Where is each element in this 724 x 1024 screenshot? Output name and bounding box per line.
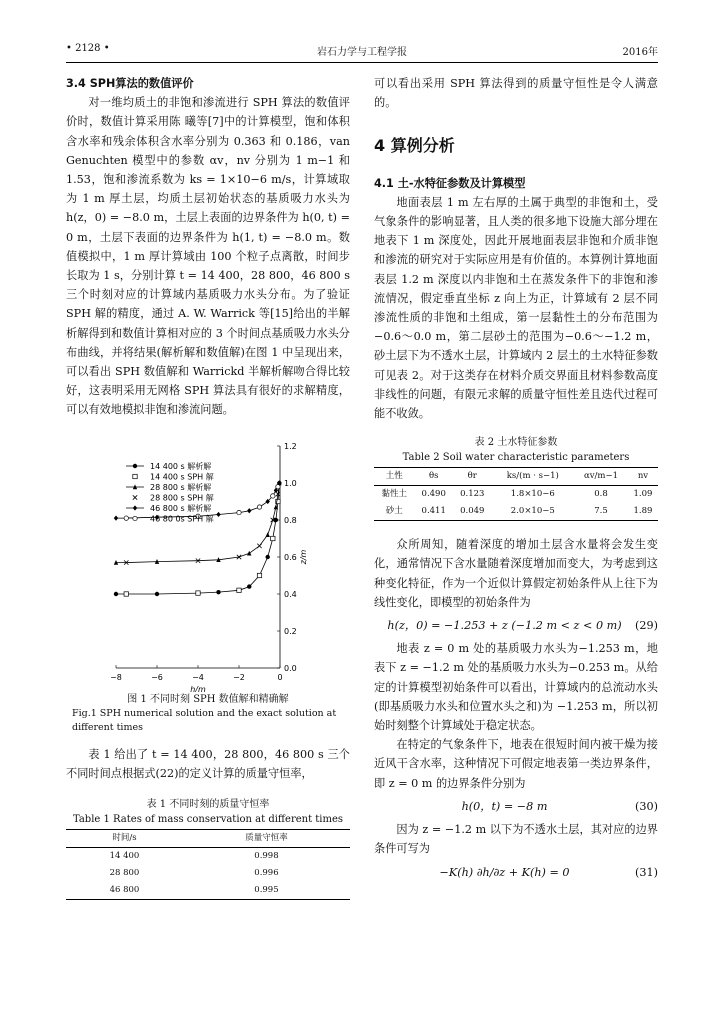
right-column	[374, 74, 658, 886]
table	[374, 467, 658, 521]
legend-label: 46 800 s 解析解	[150, 503, 212, 513]
legend-label: 14 400 s 解析解	[150, 461, 212, 471]
section-title-4: 4 算例分析	[374, 136, 455, 156]
y-tick-label: 1.2	[284, 441, 297, 451]
equation-29	[374, 616, 658, 635]
equation-body: −K(h) ∂h/∂z + K(h) = 0	[439, 865, 570, 879]
equation-number: (30)	[635, 799, 658, 813]
table-header: 土性	[385, 471, 403, 482]
data-point	[247, 508, 251, 513]
table-cell: 砂土	[385, 506, 403, 517]
data-point	[266, 554, 270, 558]
data-point	[114, 515, 118, 520]
data-point	[237, 588, 241, 592]
table-cell: 0.049	[460, 506, 485, 517]
table-header: θs	[428, 471, 439, 482]
left-column	[66, 74, 350, 900]
page-number: • 2128 •	[66, 43, 110, 54]
table-cell: 0.995	[254, 885, 279, 896]
data-point	[271, 493, 275, 497]
table-row	[66, 882, 350, 900]
x-tick-label: 0	[277, 672, 283, 682]
data-point	[124, 516, 128, 520]
table-header: ks/(m · s−1)	[506, 471, 559, 482]
y-tick-label: 0.6	[284, 552, 297, 562]
equation-30	[374, 797, 658, 816]
table-title-en: Table 1 Rates of mass conservation at different times	[72, 814, 344, 826]
table	[66, 829, 350, 900]
data-point	[155, 591, 159, 595]
table-2	[374, 435, 658, 521]
table-header: 时间/s	[112, 833, 137, 844]
legend-label: 46 80 0s SPH 解	[150, 514, 214, 524]
legend-label: 28 800 s 解析解	[150, 482, 212, 492]
table-title-cn: 表 1 不同时刻的质量守恒率	[146, 799, 270, 811]
table-cell: 1.8×10−6	[510, 489, 555, 500]
data-point	[257, 505, 261, 509]
data-point	[133, 505, 137, 510]
table-header: 质量守恒率	[245, 833, 288, 844]
y-tick-label: 0.2	[284, 626, 297, 636]
table-cell: 黏性土	[381, 489, 407, 500]
table-row	[66, 865, 350, 882]
legend-label: 14 400 s SPH 解	[150, 472, 214, 482]
table-1	[66, 797, 350, 900]
paragraph: 地面表层 1 m 左右厚的土属于典型的非饱和土，受气象条件的影响显著，且人类的很多地下设施大部分埋在地表下 1 m 深度处，因此开展地面表层非饱和介质非饱和渗流的研究对于实际应用是有价值的。本算例计算地面表层 1.2 m 深度以内非饱和土在蒸发条件下的非饱和渗流情况，假定垂直坐标 z 向上为正，计算域有 2 层不同渗流性质的非饱和土组成，第一层黏性土的分布范围为−0.6～0.0 m，第二层砂土的范围为−0.6～−1.2 m，砂土层下为不透水土层，计算域内 2 层土的土水特征参数可见表 2。对于这类存在材料介质交界面且材料参数高度非线性的问题，有限元求解的质量守恒性差且迭代过程可能不收敛。	[374, 195, 658, 421]
table-cell: 46 800	[109, 885, 140, 896]
table-header: αv/m−1	[584, 471, 618, 482]
table-cell: 0.490	[421, 489, 446, 500]
paragraph: 可以看出采用 SPH 算法得到的质量守恒性是令人满意的。	[374, 77, 658, 110]
paragraph: 表 1 给出了 t = 14 400，28 800，46 800 s 三个不同时间点根据式(22)的定义计算的质量守恒率，	[66, 747, 350, 780]
table-cell: 0.411	[421, 506, 446, 517]
figure-caption-en: Fig.1 SPH numerical solution and the exact solution at different times	[72, 707, 337, 733]
data-point	[216, 590, 220, 594]
journal-year: 2016年	[622, 47, 658, 58]
table-cell: 28 800	[109, 868, 140, 879]
data-point	[247, 550, 251, 555]
data-point	[257, 543, 261, 547]
data-point	[266, 532, 270, 537]
data-point	[271, 536, 275, 540]
y-tick-label: 0.0	[284, 663, 297, 673]
data-point	[124, 591, 128, 595]
data-point	[133, 474, 137, 478]
data-point	[133, 495, 137, 499]
x-tick-label: −8	[110, 672, 122, 682]
equation-body: h(0，t) = −8 m	[461, 799, 548, 813]
data-point	[257, 573, 261, 577]
table-row	[374, 503, 658, 521]
section-title-3-4: 3.4 SPH算法的数值评价	[66, 77, 194, 90]
data-point	[133, 516, 137, 520]
table-cell: 1.89	[633, 506, 653, 517]
table-header-row	[66, 830, 350, 848]
table-row	[66, 848, 350, 866]
legend-label: 28 800 s SPH 解	[150, 493, 214, 503]
table-cell: 0.8	[594, 489, 608, 500]
header-rule	[66, 62, 658, 63]
equation-31	[374, 863, 658, 882]
paragraph: 地表 z = 0 m 处的基质吸力水头为−1.253 m，地表下 z = −1.2 m 处的基质吸力水头为−0.253 m。从给定的计算模型初始条件可以看出，计算域内的总流动水头(即基质吸力水头和位置水头之和)为 −1.253 m，所以初始时刻整个计算域处于稳定状态。	[374, 642, 658, 733]
table-header: θr	[467, 471, 477, 482]
paragraph: 因为 z = −1.2 m 以下为不透水土层，其对应的边界条件可写为	[374, 823, 658, 856]
y-axis-label: z/m	[299, 549, 308, 564]
data-point	[237, 510, 241, 514]
data-point	[133, 463, 137, 467]
table-cell: 7.5	[594, 506, 608, 517]
table-row	[374, 486, 658, 504]
equation-body: h(z，0) = −1.253 + z (−1.2 m < z < 0 m)	[387, 619, 622, 633]
table-cell: 0.996	[254, 868, 279, 879]
table-cell: 0.998	[254, 851, 279, 862]
y-tick-label: 0.4	[284, 589, 297, 599]
data-point	[114, 591, 118, 595]
table-title-en: Table 2 Soil water characteristic parameters	[402, 452, 630, 464]
paragraph: 众所周知，随着深度的增加土层含水量将会发生变化，通常情况下含水量随着深度增加而变大，为考虑到这种变化特征，作为一个近似计算假定初始条件从上往下为线性变化，即模型的初始条件为	[374, 538, 658, 609]
x-axis-label: h/m	[190, 684, 206, 692]
figure-1	[66, 434, 350, 735]
table-cell: 1.09	[633, 489, 653, 500]
journal-title: 岩石力学与工程学报	[317, 47, 407, 58]
subsection-title-4-1: 4.1 土-水特征参数及计算模型	[374, 176, 526, 190]
table-header: nv	[637, 471, 649, 482]
table-header-row	[374, 468, 658, 486]
data-point	[247, 584, 251, 588]
x-tick-label: −6	[151, 672, 163, 682]
table-cell: 2.0×10−5	[510, 506, 555, 517]
table-cell: 14 400	[109, 851, 140, 862]
y-tick-label: 1.0	[284, 478, 297, 488]
data-point	[196, 591, 200, 595]
x-tick-label: −4	[192, 672, 204, 682]
table-title-cn: 表 2 土水特征参数	[474, 437, 558, 449]
paragraph: 对一维均质土的非饱和渗流进行 SPH 算法的数值评价时，数值计算采用陈 曦等[7]中的计算模型，饱和体积含水率和残余体积含水率分别为 0.363 和 0.186，van Genuchten 模型中的参数 αv，nv 分别为 1 m−1 和 1.53，饱和渗流系数为 ks = 1×10−6 m/s，计算域取为 1 m 厚土层，均质土层初始状态的基质吸力水头为 h(z，0) = −8.0 m，土层上表面的边界条件为 h(0, t) = 0 m，土层下表面的边界条件为 h(1, t) = −8.0 m。数值模拟中，1 m 厚计算域由 100 个粒子点离散，时间步长取为 1 s，分别计算 t = 14 400，28 800，46 800 s 三个时刻对应的计算域内基质吸力水头分布。为了验证 SPH 解的精度，通过 A. W. Warrick 等[15]给出的半解析解得到和数值计算相对应的 3 个时间点基质吸力水头分布曲线，并将结果(解析解和数值解)在图 1 中呈现出来，可以看出 SPH 数值解和 Warrickd 半解析解吻合得比较好，这表明采用无网格 SPH 算法具有很好的求解精度，可以有效地模拟非饱和渗流问题。	[66, 96, 350, 417]
data-point	[216, 512, 220, 517]
table-cell: 0.123	[460, 489, 485, 500]
chart	[66, 434, 350, 692]
figure-caption-cn: 图 1 不同时刻 SPH 数值解和精确解	[127, 693, 289, 705]
y-tick-label: 0.8	[284, 515, 297, 525]
x-tick-label: −2	[233, 672, 245, 682]
equation-number: (29)	[635, 619, 658, 633]
paragraph: 在特定的气象条件下，地表在很短时间内被干燥为接近风干含水率，这种情况下可假定地表第一类边界条件，即 z = 0 m 的边界条件分别为	[374, 738, 658, 790]
equation-number: (31)	[635, 865, 658, 879]
